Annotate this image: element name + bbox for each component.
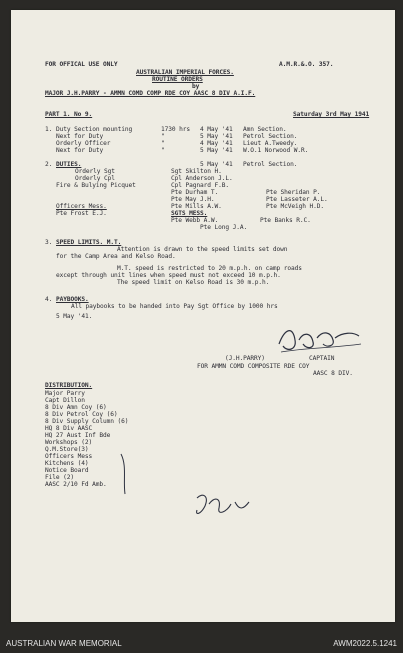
org-title: AUSTRALIAN IMPERIAL FORCES. [136,69,234,76]
s1-row4-time: " [161,147,165,154]
sgts-mess-1b: Pte Banks R.C. [260,217,311,224]
s1-row2-date: 5 May '41 [200,133,233,140]
s1-row1-value: Amn Section. [243,126,287,133]
distribution-item: 8 Div Petrol Coy (6) [45,411,118,418]
orderly-sgt: Sgt Skilton H. [171,168,222,175]
s3-line3: M.T. speed is restricted to 20 m.p.h. on camp roads [117,265,302,272]
handwritten-tick-mark [117,450,141,500]
s1-row3-label: Orderly Officer [56,140,111,147]
s1-row2-label: Next for Duty [56,133,104,140]
picquet-3: Pte May J.H. [171,196,215,203]
s1-row1-date: 4 May '41 [200,126,233,133]
footer-institution: AUSTRALIAN WAR MEMORIAL [6,639,122,648]
distribution-item: Q.M.Store(3) [45,446,89,453]
classification: FOR OFFICAL USE ONLY [45,61,118,68]
signature-image [273,318,365,358]
picquet-2b: Pte Sheridan P. [266,189,321,196]
distribution-item: Workshops (2) [45,439,93,446]
section-4-heading: PAYBOOKS. [56,296,89,303]
distribution-item: Officers Mess [45,453,93,460]
s1-row4-label: Next for Duty [56,147,104,154]
section-4-number: 4. [45,296,53,303]
s4-line2: 5 May '41. [56,313,93,320]
s3-line5: The speed limit on Kelso Road is 30 m.p.h. [117,279,270,286]
s1-row1-label: Duty Section mounting [56,126,133,133]
document-title: ROUTINE ORDERS [152,76,203,83]
s1-row3-value: Lieut A.Tweedy. [243,140,298,147]
distribution-item: File (2) [45,474,75,481]
signatory-role-2: AASC 8 DIV. [313,370,353,377]
section-2-number: 2. [45,161,53,168]
distribution-item: HQ 27 Aust Inf Bde [45,432,111,439]
section-2-heading: DUTIES. [56,161,82,168]
signatory-rank: CAPTAIN [309,355,335,362]
s4-line1: All paybooks to be handed into Pay Sgt Office by 1000 hrs [71,303,278,310]
distribution-item: 8 Div Supply Column (6) [45,418,129,425]
picquet-label: Fire & Bulying Picquet [56,182,136,189]
order-ref: A.M.R.&.O. 357. [279,61,334,68]
orderly-sgt-label: Orderly Sgt [75,168,115,175]
s1-row4-date: 5 May '41 [200,147,233,154]
officers-mess: Pte Frost E.J. [56,210,107,217]
picquet-2: Pte Durham T. [171,189,219,196]
s2-date: 5 May '41 [200,161,233,168]
issuer: MAJOR J.H.PARRY - AMMN COMD COMP RDE COY AASC 8 DIV A.I.F. [45,90,256,97]
footer-accession-number: AWM2022.5.1241 [333,639,397,648]
orderly-cpl: Cpl Anderson J.L. [171,175,233,182]
s1-row2-value: Petrol Section. [243,133,298,140]
s1-row1-time: 1730 hrs [161,126,191,133]
distribution-item: 8 Div Amn Coy (6) [45,404,107,411]
distribution-item: Major Parry [45,390,85,397]
section-3-number: 3. [45,239,53,246]
distribution-heading: DISTRIBUTION. [45,382,93,389]
picquet-4: Pte Mills A.W. [171,203,222,210]
distribution-item: AASC 2/10 Fd Amb. [45,481,107,488]
s3-line1: Attention is drawn to the speed limits set down [117,246,288,253]
s3-line2: for the Camp Area and Kelso Road. [56,253,176,260]
distribution-item: Notice Board [45,467,89,474]
signatory-name: (J.H.PARRY) [225,355,265,362]
orderly-cpl-label: Orderly Cpl [75,175,115,182]
picquet-4b: Pte McVeigh H.D. [266,203,325,210]
sgts-mess-1: Pte Webb A.W. [171,217,219,224]
part-number: PART 1. No 9. [45,111,93,118]
s1-row3-time: " [161,140,165,147]
sgts-mess-2: Pte Long J.A. [200,224,248,231]
by-line: by [192,83,200,90]
sgts-mess-label: SGTS MESS. [171,210,208,217]
signatory-role: FOR AMMN COMD COMPOSITE RDE COY [197,363,310,370]
s2-unit: Petrol Section. [243,161,298,168]
distribution-item: HQ 8 Div AASC [45,425,93,432]
section-3-heading: SPEED LIMITS. M.T. [56,239,122,246]
s3-line4: except through unit lines when speed must not exceed 10 m.p.h. [56,272,281,279]
s1-row3-date: 4 May '41 [200,140,233,147]
s1-row2-time: " [161,133,165,140]
lower-signature-image [187,488,267,528]
document-page [11,10,395,622]
picquet-1: Cpl Pagnard F.B. [171,182,230,189]
officers-mess-label: Officers Mess. [56,203,107,210]
s1-row4-value: W.O.1 Norwood W.R. [243,147,309,154]
distribution-item: Kitchens (4) [45,460,89,467]
picquet-3b: Pte Lasseter A.L. [266,196,328,203]
section-1-number: 1. [45,126,53,133]
order-date: Saturday 3rd May 1941 [293,111,370,118]
distribution-item: Capt Dillon [45,397,85,404]
